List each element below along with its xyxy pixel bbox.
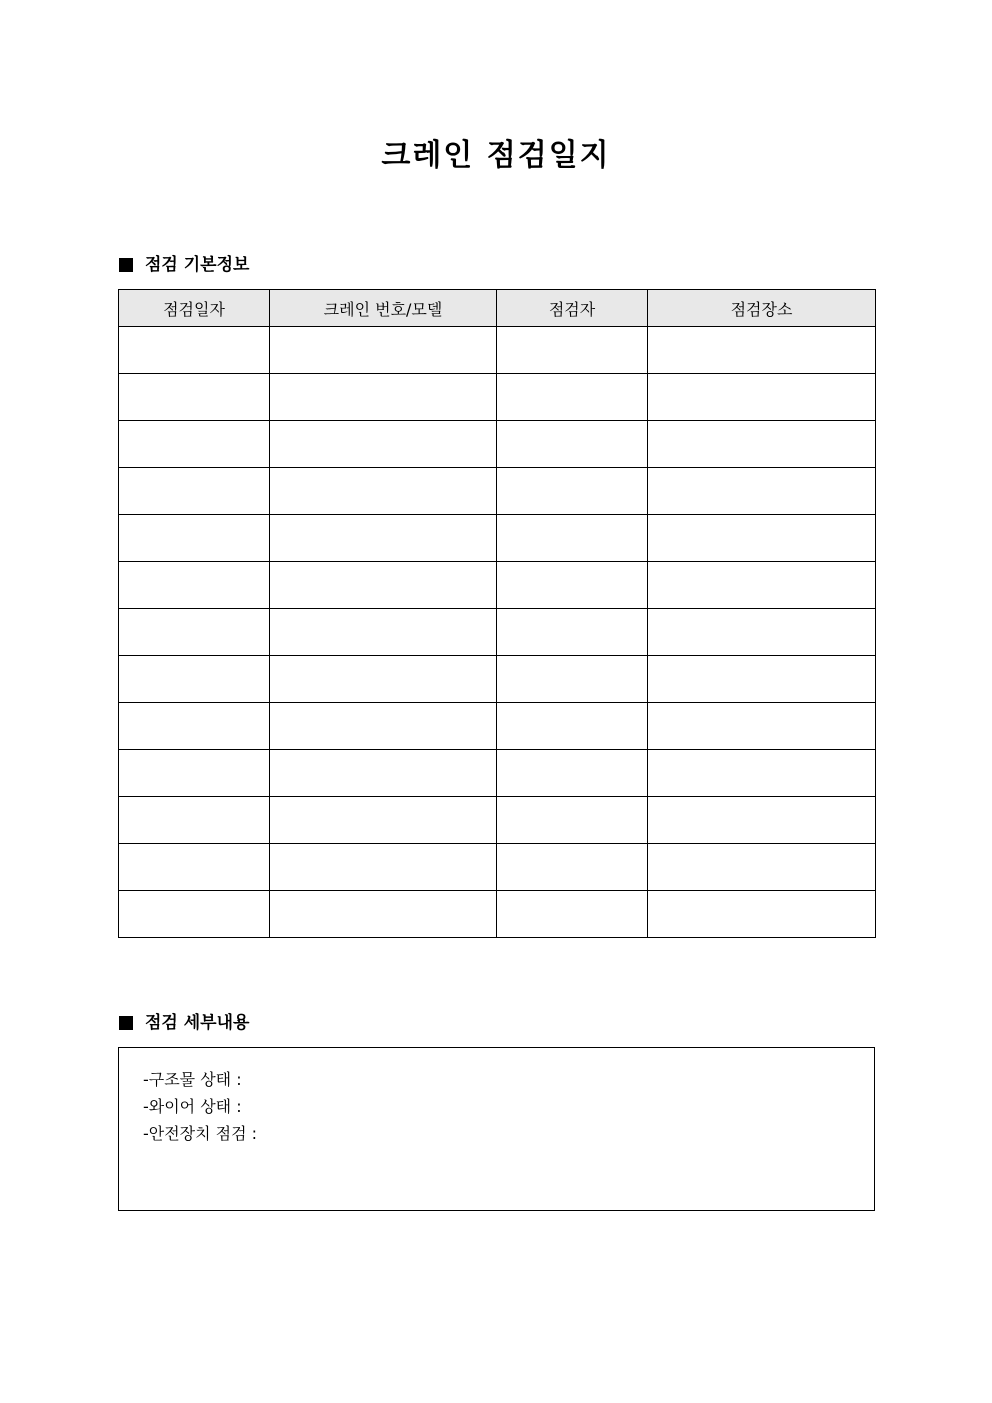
detail-line-safety: -안전장치 점검 : [143, 1124, 258, 1143]
cell-location[interactable] [648, 844, 876, 891]
cell-crane-model[interactable] [270, 515, 497, 562]
cell-crane-model[interactable] [270, 609, 497, 656]
cell-inspector[interactable] [497, 468, 648, 515]
details-box [118, 1047, 875, 1211]
table-row [119, 374, 876, 421]
table-row [119, 468, 876, 515]
cell-date[interactable] [119, 468, 270, 515]
cell-location[interactable] [648, 609, 876, 656]
cell-inspector[interactable] [497, 374, 648, 421]
column-header-location: 점검장소 [648, 290, 876, 327]
cell-location[interactable] [648, 562, 876, 609]
cell-crane-model[interactable] [270, 374, 497, 421]
cell-crane-model[interactable] [270, 703, 497, 750]
details-heading-label: 점검 세부내용 [145, 1013, 250, 1033]
cell-inspector[interactable] [497, 327, 648, 374]
table-row [119, 844, 876, 891]
table-row [119, 750, 876, 797]
detail-line-wire: -와이어 상태 : [143, 1097, 242, 1116]
column-header-date: 점검일자 [119, 290, 270, 327]
cell-date[interactable] [119, 750, 270, 797]
basic-info-heading-label: 점검 기본정보 [145, 255, 250, 275]
cell-inspector[interactable] [497, 562, 648, 609]
cell-date[interactable] [119, 656, 270, 703]
cell-crane-model[interactable] [270, 750, 497, 797]
cell-location[interactable] [648, 891, 876, 938]
cell-location[interactable] [648, 515, 876, 562]
cell-inspector[interactable] [497, 421, 648, 468]
cell-crane-model[interactable] [270, 891, 497, 938]
table-row [119, 891, 876, 938]
cell-inspector[interactable] [497, 750, 648, 797]
details-heading [119, 1011, 249, 1035]
table-row [119, 421, 876, 468]
cell-location[interactable] [648, 703, 876, 750]
square-bullet-icon [119, 258, 133, 272]
cell-inspector[interactable] [497, 891, 648, 938]
cell-location[interactable] [648, 327, 876, 374]
basic-info-heading [119, 253, 249, 277]
cell-date[interactable] [119, 515, 270, 562]
cell-location[interactable] [648, 468, 876, 515]
cell-inspector[interactable] [497, 797, 648, 844]
cell-date[interactable] [119, 609, 270, 656]
cell-crane-model[interactable] [270, 656, 497, 703]
cell-date[interactable] [119, 327, 270, 374]
cell-date[interactable] [119, 844, 270, 891]
table-row [119, 656, 876, 703]
table-row [119, 609, 876, 656]
cell-inspector[interactable] [497, 703, 648, 750]
table-row [119, 562, 876, 609]
basic-info-table [118, 289, 876, 938]
cell-location[interactable] [648, 797, 876, 844]
cell-date[interactable] [119, 891, 270, 938]
column-header-inspector: 점검자 [497, 290, 648, 327]
basic-info-table-body [119, 327, 876, 938]
cell-crane-model[interactable] [270, 468, 497, 515]
cell-crane-model[interactable] [270, 844, 497, 891]
detail-line-structure: -구조물 상태 : [143, 1070, 242, 1089]
cell-date[interactable] [119, 703, 270, 750]
cell-date[interactable] [119, 797, 270, 844]
table-row [119, 327, 876, 374]
cell-location[interactable] [648, 750, 876, 797]
table-row [119, 797, 876, 844]
table-header-row [119, 290, 876, 327]
table-row [119, 703, 876, 750]
cell-inspector[interactable] [497, 656, 648, 703]
page-title: 크레인 점검일지 [381, 138, 611, 173]
details-lines [143, 1066, 257, 1147]
cell-crane-model[interactable] [270, 421, 497, 468]
cell-inspector[interactable] [497, 609, 648, 656]
cell-location[interactable] [648, 374, 876, 421]
cell-inspector[interactable] [497, 515, 648, 562]
cell-inspector[interactable] [497, 844, 648, 891]
cell-location[interactable] [648, 421, 876, 468]
column-header-crane-model: 크레인 번호/모델 [270, 290, 497, 327]
cell-crane-model[interactable] [270, 327, 497, 374]
cell-crane-model[interactable] [270, 797, 497, 844]
square-bullet-icon [119, 1016, 133, 1030]
table-row [119, 515, 876, 562]
cell-date[interactable] [119, 374, 270, 421]
cell-date[interactable] [119, 421, 270, 468]
cell-location[interactable] [648, 656, 876, 703]
cell-date[interactable] [119, 562, 270, 609]
cell-crane-model[interactable] [270, 562, 497, 609]
